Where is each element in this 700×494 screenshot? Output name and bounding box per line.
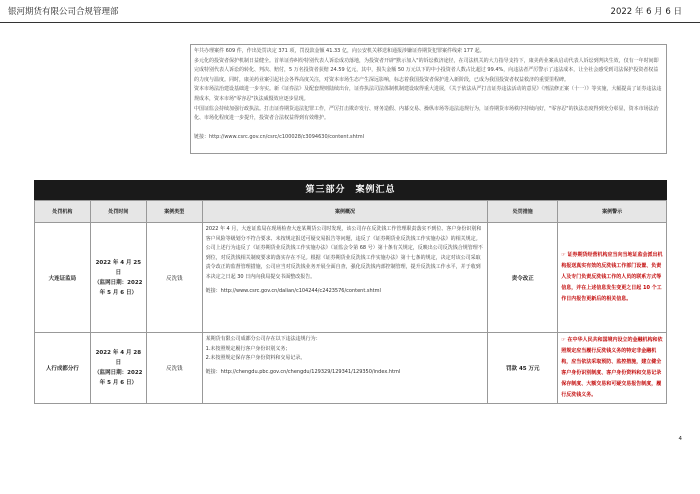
header-type: 案例类型 [146,201,202,223]
time-main: 2022 年 4 月 28 日 [95,350,142,366]
header-date: 2022 年 6 月 6 日 [610,7,682,17]
cell-measure: 责令改正 [488,223,558,333]
table-row [35,333,667,404]
cell-summary [202,223,488,333]
upper-paragraph: 中国证监会持续加强行政执法。打击证券期货违法犯罪工作，严厉打击欺诈发行、财务造假、内幕交易、操纵市场等违法违规行为，证券期货市场秩序持续向好，"零容忍"的执法态度得到充分彰显，资本市场法治化、市场化程度进一步提升，投资者合法权益得到有效维护。 [194,105,659,122]
cell-type: 反洗钱 [146,223,202,333]
summary-link[interactable]: 链接：http://www.csrc.gov.cn/dalian/c104244/c2423576/content.shtml [205,287,381,294]
header-summary: 案例概况 [202,201,488,223]
upper-text-box [190,44,667,154]
summary-paragraph: 某期货有限公司成都分公司存在以下违法违规行为： [205,336,321,342]
case-table [34,200,667,404]
cell-summary [202,333,488,404]
cell-time [90,333,146,404]
header-measure: 处罚措施 [488,201,558,223]
header-company: 银河期货有限公司合规管理部 [8,7,119,17]
section-title: 第三部分 案例汇总 [34,180,667,200]
time-main: 2022 年 4 月 25 日 [95,259,142,276]
upper-paragraph: 资本市场法治建设基础进一步夯实。新《证券法》及配套规则陆续出台，证券执法司法体制机制建设取得重大进展，《关于依法从严打击证券违法活动的意见》《刑法修正案（十一）》等实施，大幅提高了证券违法违规成本，资本市场"零容忍"执法威慑效应逐步显现。 [194,86,662,102]
summary-paragraph: 公司上述行为违反了《证券期货业反洗钱工作实施办法》（证监会令第 68 号）第十条有关规定，反映出公司反洗钱合规管理不到位，对反洗钱相关制度要求的落实存在不足。根据《证券期货业反洗钱工作实施办法》第十七条的规定，决定对该公司采取责令改正的监督管理措施，公司应当对反洗钱业务开展全面自查，强化反洗钱内部控制管理，提升反洗钱工作水平，并于收到本决定之日起 30 日内向我局提交书面整改报告。 [205,245,483,280]
upper-link[interactable]: 链接：http://www.csrc.gov.cn/csrc/c100028/c3094630/content.shtml [194,133,365,140]
time-publish: （监网日期：2022 年 5 月 6 日） [94,370,143,386]
cell-institution: 大连证监局 [35,223,91,333]
cell-measure: 罚款 45 万元 [488,333,558,404]
table-header-row [35,201,667,223]
cell-type: 反洗钱 [146,333,202,404]
page-number: 4 [678,436,682,442]
summary-paragraph: 2.未按照规定保存客户身份资料和交易记录。 [205,355,306,362]
summary-paragraph: 1.未按照规定履行客户身份识别义务； [205,345,291,352]
summary-paragraph: 2022 年 4 月，大连证监局在现场检查大连某期货公司时发现，该公司存在反洗钱工作管理职责落实不到位、客户身份识别和客户风险等级划分不符合要求、未按规定报送可疑交易报告等问题，违反了《证券期货业反洗钱工作实施办法》的相关规定。 [205,226,482,242]
upper-paragraph: 年共办理案件 609 件，作出处罚决定 371 项，罚没款金额 41.33 亿，向公安机关移送和通报涉嫌证券期货犯罪案件线索 177 起。 [194,48,485,54]
header-divider [0,22,700,23]
upper-paragraph: 多元化的投资者保护机制日益健全。首单证券纠纷特别代表人诉讼成功落地，为投资者开辟"默示加入"的诉讼救济途径，在司法机关的大力指导支持下，康美药业案从启动代表人诉讼到判决生效，仅有一年时间即完成特别代表人诉讼的转化、判决、赔付，5 万名投资者获赔 24.59 亿元，其中，损失金额 50 万元以下的中小投资者人数占比超过 99.4%，向违法者严厉警示了违法成本，让全社会感受到司法保护投资者权益的力度与温度。同时，康美药业案引起社会各界高度关注，对资本市场生态产生深远影响，标志着我国投资者保护进入新阶段，已成为我国投资者权益救济的重要里程碑。 [194,57,659,83]
cell-time [90,223,146,333]
header-institution: 处罚机构 [35,201,91,223]
cell-warning: ☞ 证券期货经营机构应当向当地证监会派出机构报送真实有效的反洗钱工作部门设置、负责人及专门负责反洗钱工作的人员的联系方式等信息，并在上述信息发生变更之日起 10 个工作日内报告更新后的相关信息。 [558,223,667,333]
summary-link[interactable]: 链接：http://chengdu.pbc.gov.cn/chengdu/129329/129341/129350/index.html [205,368,401,375]
header-warning: 案例警示 [558,201,667,223]
cell-institution: 人行成都分行 [35,333,91,404]
header-time: 处罚时间 [90,201,146,223]
cell-warning: ☞ 在中华人民共和国境内设立的金融机构和依照规定应当履行反洗钱义务的特定非金融机构，应当依法采取预防、监控措施，建立健全客户身份识别制度、客户身份资料和交易记录保存制度、大额交易和可疑交易报告制度，履行反洗钱义务。 [558,333,667,404]
table-row [35,223,667,333]
time-publish: （监网日期：2022 年 5 月 6 日） [94,279,143,296]
